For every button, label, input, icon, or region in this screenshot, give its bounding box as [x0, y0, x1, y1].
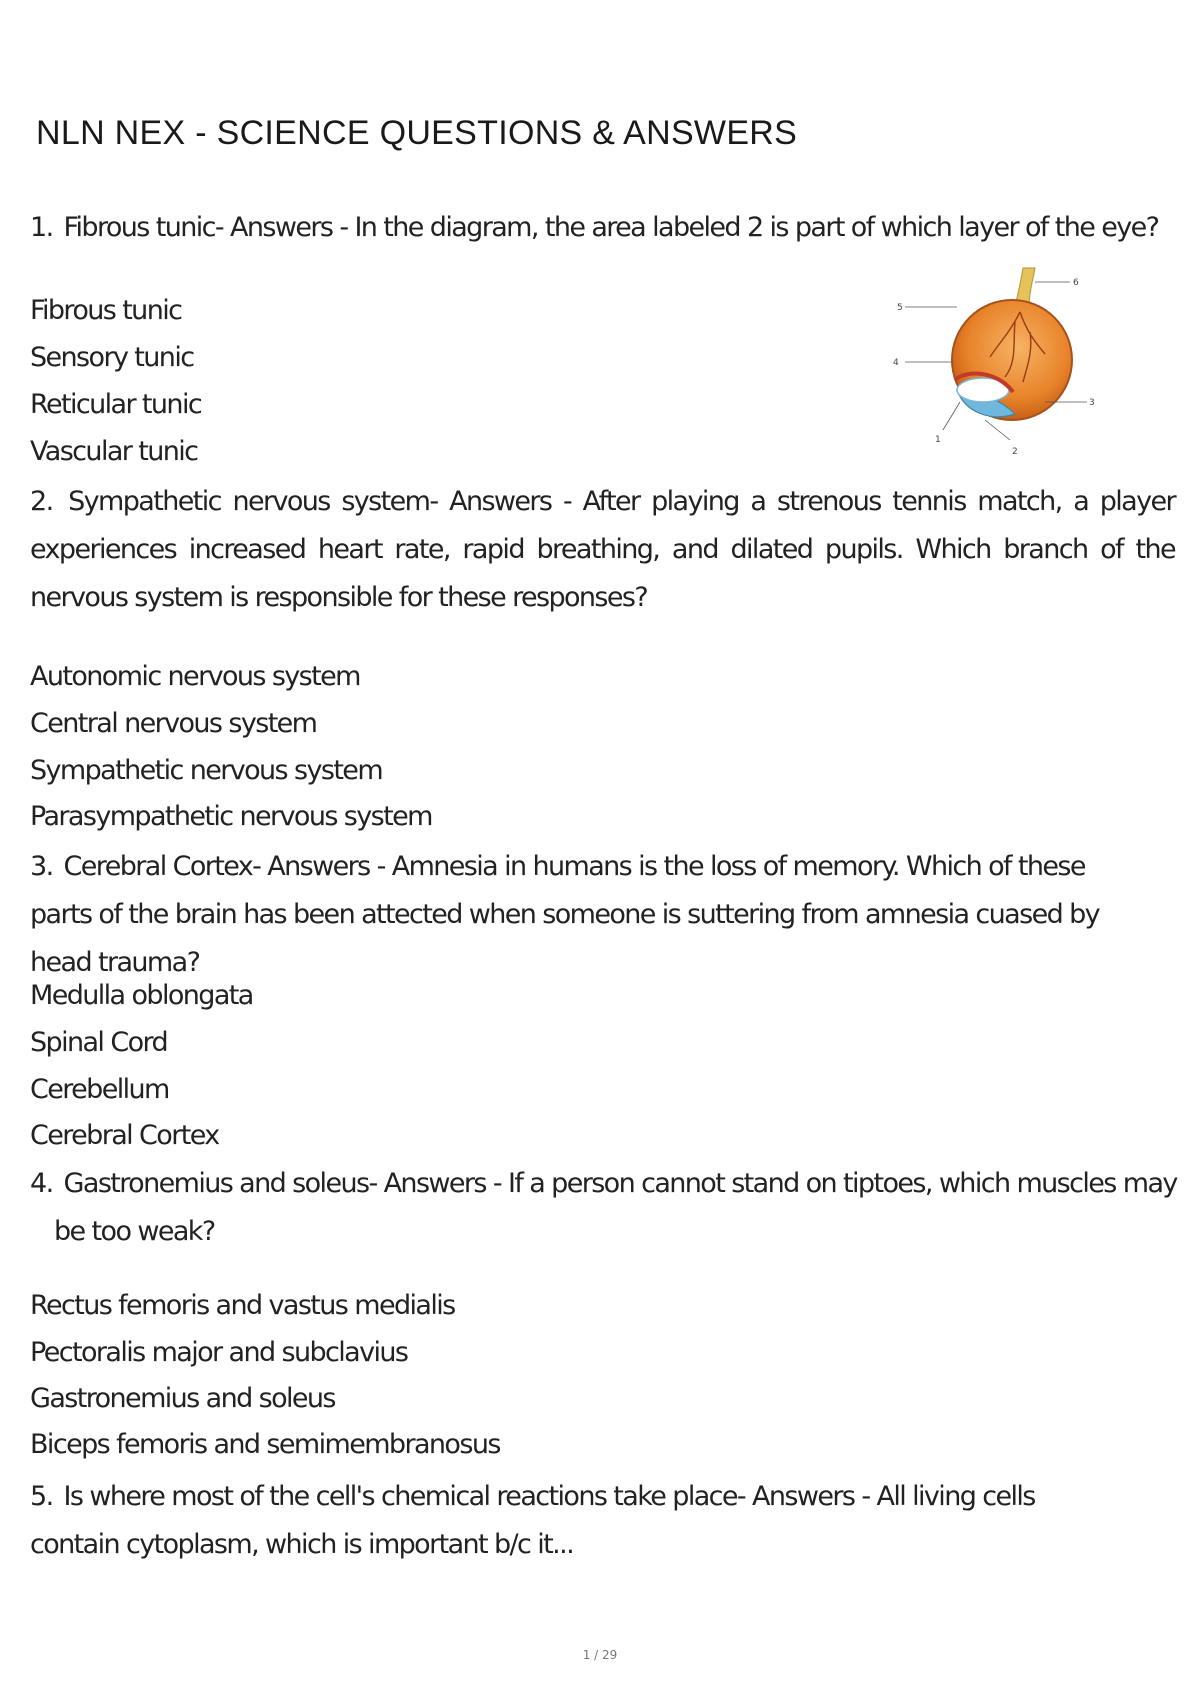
question-number: 3. — [30, 851, 53, 882]
option-3c: Cerebellum — [30, 1074, 169, 1105]
question-text: Fibrous tunic- Answers - In the diagram, the area labeled 2 is part of which layer of the eye? — [63, 212, 1159, 243]
question-number: 1. — [30, 212, 53, 243]
option-3a: Medulla oblongata — [30, 980, 253, 1011]
question-number: 4. — [30, 1168, 53, 1199]
question-1 — [30, 214, 1158, 241]
option-1c: Reticular tunic — [30, 389, 202, 420]
question-number: 2. — [30, 486, 53, 517]
question-text: Cerebral Cortex- Answers - Amnesia in humans is the loss of memory. Which of these parts of the brain has been attected when someone is suttering from amnesia cuased by head trauma? — [30, 851, 1100, 978]
option-1d: Vascular tunic — [30, 436, 198, 467]
option-2c: Sympathetic nervous system — [30, 755, 383, 786]
question-5 — [30, 1473, 1110, 1569]
eye-label-3: 3 — [1089, 398, 1095, 408]
option-2d: Parasympathetic nervous system — [30, 801, 432, 832]
option-3b: Spinal Cord — [30, 1027, 168, 1058]
eye-label-4: 4 — [893, 358, 899, 368]
eye-label-1: 1 — [935, 435, 941, 445]
question-text: Is where most of the cell's chemical reactions take place- Answers - All living cells contain cytoplasm, which is important b/c it... — [30, 1481, 1035, 1560]
question-text: Gastronemius and soleus- Answers - If a person cannot stand on tiptoes, which muscles may be too weak? — [54, 1168, 1177, 1247]
option-2b: Central nervous system — [30, 708, 317, 739]
eye-diagram-icon — [893, 262, 1095, 467]
option-1b: Sensory tunic — [30, 342, 194, 373]
eye-label-6: 6 — [1073, 278, 1079, 288]
question-3 — [30, 843, 1110, 987]
question-4 — [30, 1160, 1204, 1256]
option-4a: Rectus femoris and vastus medialis — [30, 1290, 455, 1321]
option-4b: Pectoralis major and subclavius — [30, 1337, 408, 1368]
document-title: NLN NEX - SCIENCE QUESTIONS & ANSWERS — [36, 114, 798, 152]
eye-label-5: 5 — [897, 303, 903, 313]
question-2 — [30, 478, 1175, 622]
option-3d: Cerebral Cortex — [30, 1120, 219, 1151]
option-4d: Biceps femoris and semimembranosus — [30, 1429, 500, 1460]
option-1a: Fibrous tunic — [30, 295, 182, 326]
page-indicator: 1 / 29 — [582, 1648, 618, 1662]
eye-label-2: 2 — [1012, 447, 1018, 457]
option-4c: Gastronemius and soleus — [30, 1383, 335, 1414]
question-text: Sympathetic nervous system- Answers - After playing a strenous tennis match, a player experiences increased heart rate, rapid breathing, and dilated pupils. Which branch of the nervous system is responsible for these responses? — [30, 486, 1175, 613]
question-number: 5. — [30, 1481, 53, 1512]
option-2a: Autonomic nervous system — [30, 661, 360, 692]
